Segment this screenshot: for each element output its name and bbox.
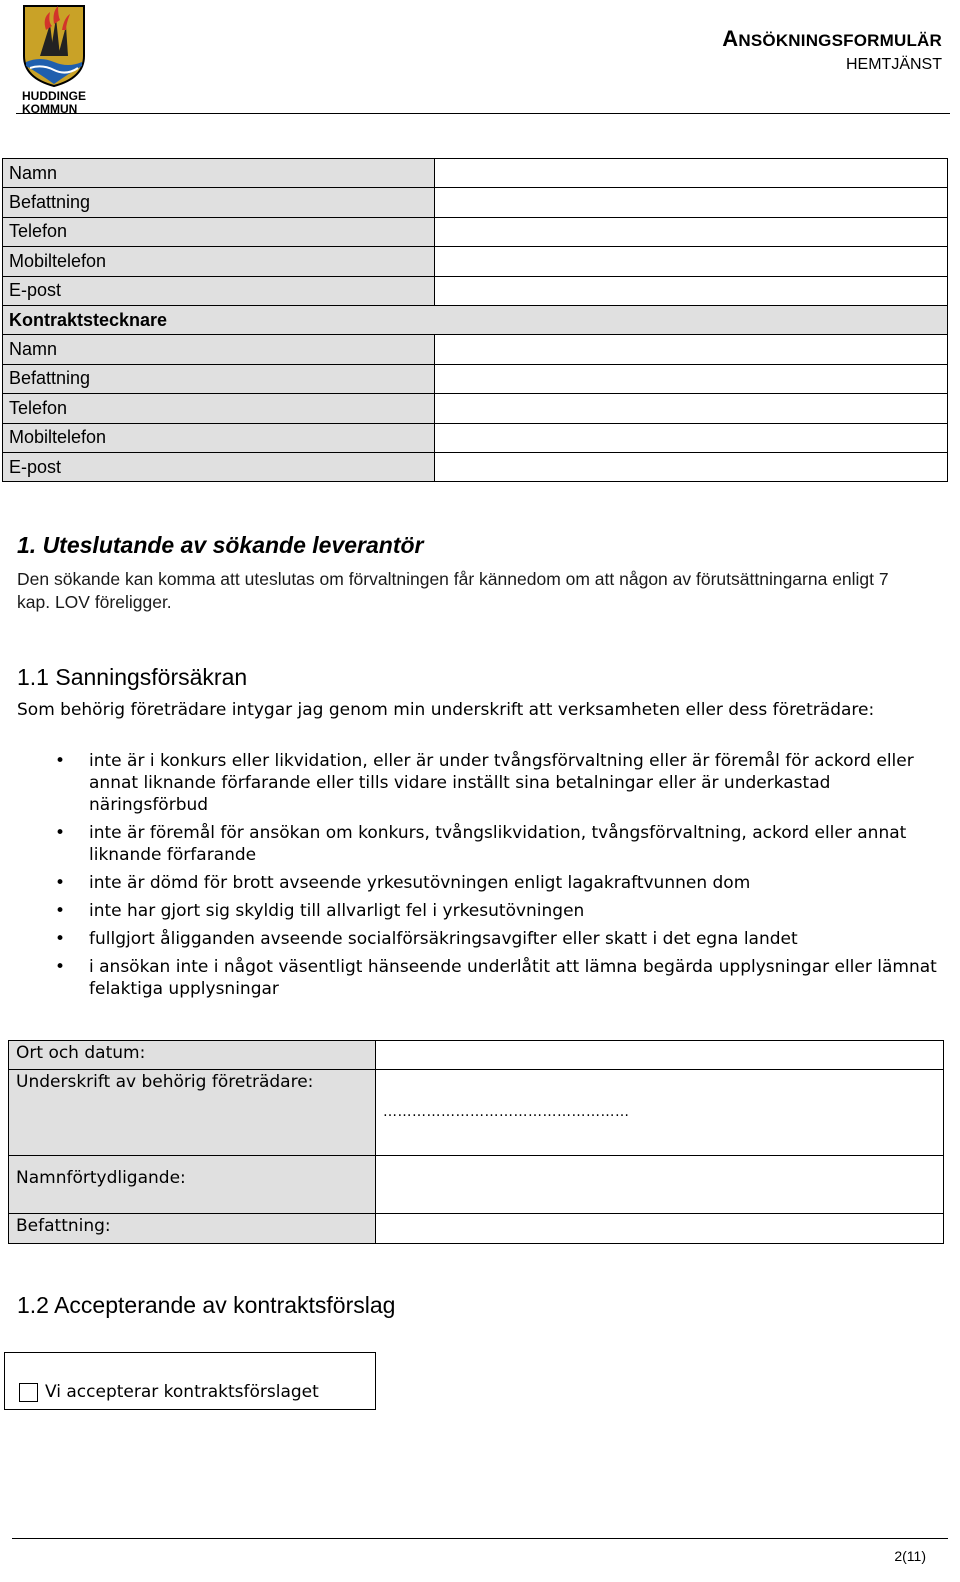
row-label: Befattning xyxy=(3,364,435,393)
table-row xyxy=(3,335,948,364)
signer-phone-field[interactable] xyxy=(435,394,948,423)
bullet-icon: • xyxy=(55,901,66,921)
signer-name-field[interactable] xyxy=(435,335,948,364)
contact-table xyxy=(2,158,948,482)
section-1-text: Den sökande kan komma att uteslutas om förvaltningen får kännedom om att någon av förutsättningarna enligt 7 kap. LOV föreligger. xyxy=(17,569,889,612)
section-1-1-heading: 1.1 Sanningsförsäkran xyxy=(17,664,248,690)
list-item-text: inte är i konkurs eller likvidation, eller är under tvångsförvaltning eller är föremål för ackord eller annat liknande förfarande eller tills vidare inställt sina betalningar eller är underkastad näringsförbud xyxy=(89,751,914,815)
huddinge-logo xyxy=(20,4,98,114)
mobile-field[interactable] xyxy=(435,247,948,276)
list-item xyxy=(17,822,942,866)
list-item-text: inte har gjort sig skyldig till allvarligt fel i yrkesutövningen xyxy=(89,901,585,921)
signature-line: …………………………………………… xyxy=(383,1104,630,1120)
name-clarification-field[interactable] xyxy=(376,1156,944,1214)
signature-label: Underskrift av behörig företrädare: xyxy=(9,1070,376,1156)
list-item-text: i ansökan inte i något väsentligt hänseende underlåtit att lämna begärda upplysningar eller lämnat felaktiga upplysningar xyxy=(89,957,937,999)
logo-text-line1: HUDDINGE xyxy=(22,89,87,103)
logo-text-line2: KOMMUN xyxy=(22,102,78,116)
header-divider xyxy=(16,113,950,114)
row-label: Telefon xyxy=(3,394,435,423)
row-label: Namn xyxy=(3,335,435,364)
row-label: Befattning xyxy=(3,188,435,217)
bullet-icon: • xyxy=(55,929,66,949)
table-row xyxy=(3,276,948,305)
row-label: E-post xyxy=(3,452,435,481)
signer-position-input[interactable] xyxy=(376,1214,944,1244)
row-label: Namn xyxy=(3,159,435,188)
table-row xyxy=(3,305,948,334)
email-field[interactable] xyxy=(435,276,948,305)
table-row xyxy=(3,394,948,423)
signature-table xyxy=(8,1040,944,1244)
section-1-heading: 1. Uteslutande av sökande leverantör xyxy=(17,532,424,558)
accept-contract-checkbox[interactable] xyxy=(19,1383,38,1402)
bullet-icon: • xyxy=(55,957,66,977)
row-label: Telefon xyxy=(3,217,435,246)
contract-signer-heading: Kontraktstecknare xyxy=(3,305,948,334)
phone-field[interactable] xyxy=(435,217,948,246)
bullet-icon: • xyxy=(55,751,66,771)
list-item-text: inte är föremål för ansökan om konkurs, tvångslikvidation, tvångsförvaltning, ackord eller annat liknande förfarande xyxy=(89,823,907,865)
signer-mobile-field[interactable] xyxy=(435,423,948,452)
bullet-icon: • xyxy=(55,823,66,843)
table-row xyxy=(3,364,948,393)
table-row xyxy=(9,1156,944,1214)
section-1-2-heading: 1.2 Accepterande av kontraktsförslag xyxy=(17,1292,396,1318)
list-item xyxy=(17,956,942,1000)
footer-divider xyxy=(12,1538,948,1539)
signer-email-field[interactable] xyxy=(435,452,948,481)
table-row xyxy=(9,1041,944,1070)
accept-contract-label[interactable]: Vi accepterar kontraktsförslaget xyxy=(45,1382,319,1402)
section-1-1-intro: Som behörig företrädare intygar jag genom min underskrift att verksamheten eller dess företrädare: xyxy=(17,700,875,720)
place-date-label: Ort och datum: xyxy=(9,1041,376,1070)
signer-position-field[interactable] xyxy=(435,364,948,393)
table-row xyxy=(3,217,948,246)
declaration-list xyxy=(17,750,942,1006)
list-item xyxy=(17,900,942,922)
accept-contract-box xyxy=(4,1352,376,1410)
row-label: E-post xyxy=(3,276,435,305)
table-row xyxy=(3,188,948,217)
table-row xyxy=(3,247,948,276)
signature-field[interactable] xyxy=(376,1070,944,1156)
position-label: Befattning: xyxy=(9,1214,376,1244)
document-title xyxy=(722,26,942,52)
title-initial: A xyxy=(722,26,739,51)
list-item xyxy=(17,872,942,894)
coat-of-arms-icon xyxy=(20,4,88,88)
bullet-icon: • xyxy=(55,873,66,893)
table-row xyxy=(3,159,948,188)
title-rest: NSÖKNINGSFORMULÄR xyxy=(738,31,942,50)
list-item xyxy=(17,928,942,950)
name-field[interactable] xyxy=(435,159,948,188)
table-row xyxy=(3,423,948,452)
document-subtitle: HEMTJÄNST xyxy=(846,56,942,73)
table-row xyxy=(3,452,948,481)
list-item-text: inte är dömd för brott avseende yrkesutövningen enligt lagakraftvunnen dom xyxy=(89,873,751,893)
list-item-text: fullgjort åligganden avseende socialförsäkringsavgifter eller skatt i det egna landet xyxy=(89,929,798,949)
list-item xyxy=(17,750,942,816)
page-number: 2(11) xyxy=(894,1548,926,1564)
name-clarification-label: Namnförtydligande: xyxy=(9,1156,376,1214)
row-label: Mobiltelefon xyxy=(3,247,435,276)
place-date-field[interactable] xyxy=(376,1041,944,1070)
row-label: Mobiltelefon xyxy=(3,423,435,452)
table-row xyxy=(9,1070,944,1156)
table-row xyxy=(9,1214,944,1244)
position-field[interactable] xyxy=(435,188,948,217)
